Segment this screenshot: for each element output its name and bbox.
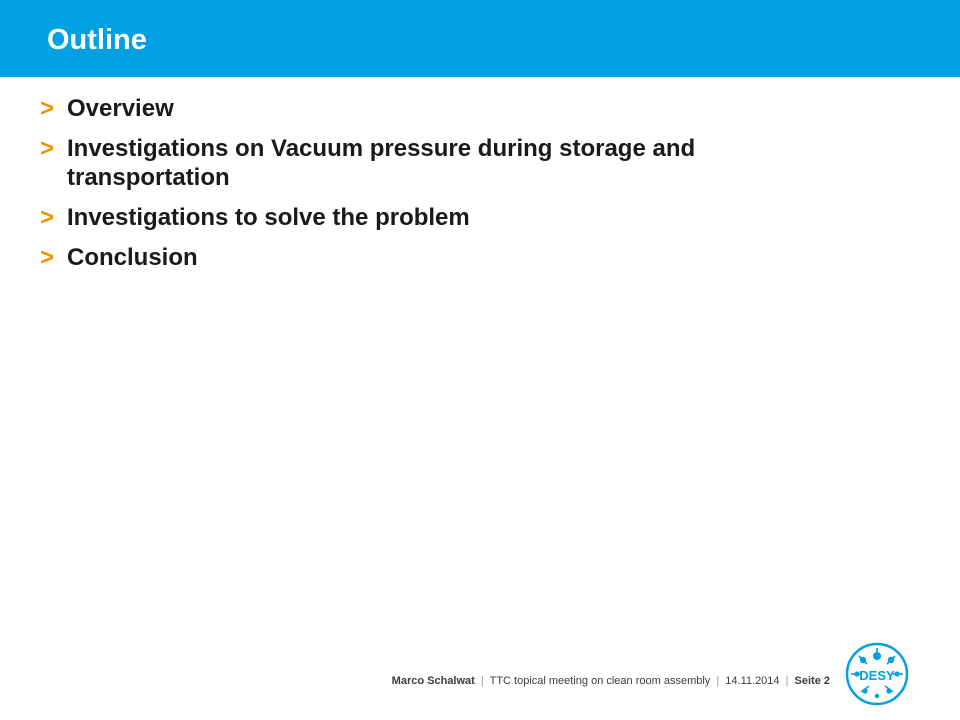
bullet-marker-icon: > bbox=[40, 244, 55, 271]
footer-separator: | bbox=[480, 675, 484, 687]
slide-title: Outline bbox=[47, 24, 147, 56]
bullet-item bbox=[40, 94, 860, 123]
bullet-text: Conclusion bbox=[67, 244, 198, 271]
bullet-text: Overview bbox=[67, 95, 174, 122]
footer-date: 14.11.2014 bbox=[725, 675, 780, 687]
logo-text: DESY bbox=[859, 668, 895, 683]
slide-footer bbox=[392, 674, 830, 688]
footer-page-number: Seite 2 bbox=[794, 675, 830, 687]
bullet-text: Investigations to solve the problem bbox=[67, 204, 470, 231]
header-bar bbox=[0, 0, 960, 77]
footer-author: Marco Schalwat bbox=[391, 675, 475, 687]
bullet-item bbox=[40, 203, 860, 232]
bullet-marker-icon: > bbox=[40, 135, 55, 162]
bullet-text: Investigations on Vacuum pressure during storage and transportation bbox=[67, 135, 696, 191]
desy-logo-icon bbox=[845, 642, 909, 706]
bullet-item bbox=[40, 134, 860, 192]
bullet-list bbox=[40, 94, 860, 283]
bullet-item bbox=[40, 243, 860, 272]
footer-separator: | bbox=[785, 675, 789, 687]
footer-separator: | bbox=[716, 675, 720, 687]
footer-event: TTC topical meeting on clean room assembly bbox=[489, 675, 711, 687]
bullet-marker-icon: > bbox=[40, 95, 55, 122]
bullet-marker-icon: > bbox=[40, 204, 55, 231]
